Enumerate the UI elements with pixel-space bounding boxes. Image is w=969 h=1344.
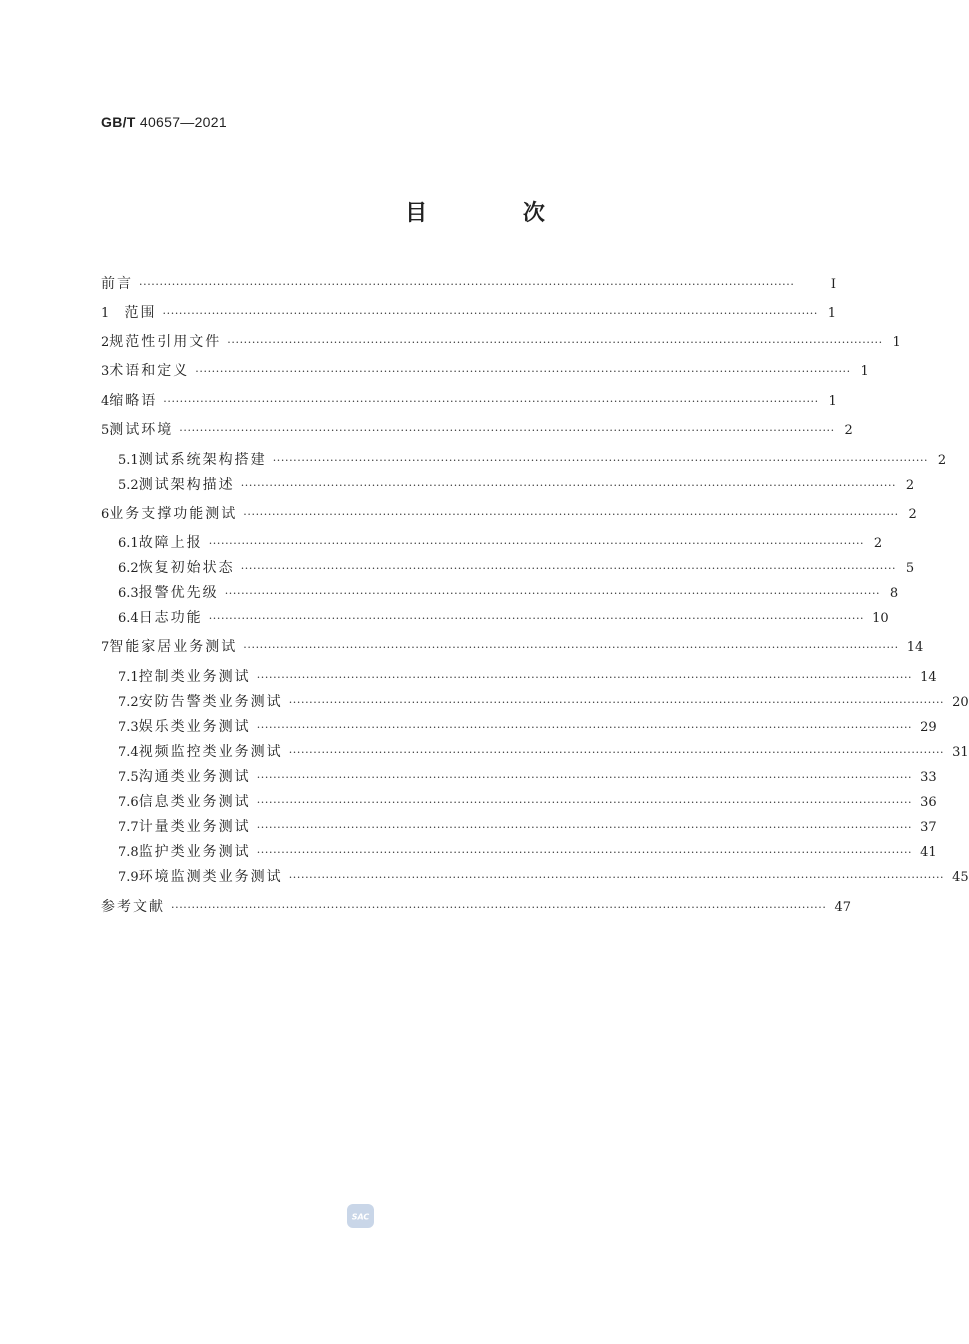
toc-entry[interactable]	[101, 504, 917, 524]
toc-entry-label: 信息类业务测试	[138, 794, 251, 810]
toc-entry-number: 6.1	[118, 536, 139, 551]
toc-entry-label: 日志功能	[138, 610, 203, 626]
toc-leader-dots: ································································································································································	[208, 537, 865, 550]
toc-entry[interactable]	[118, 475, 915, 495]
toc-entry-page: 2	[937, 453, 947, 468]
toc-entry-label: 参考文献	[101, 899, 165, 915]
toc-entry-number: 7.7	[118, 820, 139, 835]
toc-entry-label: 环境监测类业务测试	[138, 869, 283, 885]
toc-entry-label: 安防告警类业务测试	[138, 694, 283, 710]
toc-entry-number: 7.6	[118, 795, 139, 810]
toc-leader-dots: ································································································································································	[288, 696, 945, 709]
toc-entry-label: 业务支撑功能测试	[109, 506, 238, 522]
toc-entry-page: 47	[834, 900, 851, 915]
toc-leader-dots: ································································································································································	[243, 641, 899, 654]
toc-entry-number: 5.2	[118, 478, 139, 493]
toc-entry-page: Ⅰ	[830, 277, 836, 292]
toc-entry[interactable]	[118, 558, 915, 578]
sac-logo	[347, 1204, 374, 1228]
toc-entry-number: 5.1	[118, 453, 139, 468]
document-code-number: 40657—2021	[139, 114, 227, 130]
toc-entry[interactable]	[118, 742, 969, 762]
toc-entry-page: 2	[844, 423, 853, 438]
toc-entry-number: 7.4	[118, 745, 139, 760]
toc-leader-dots: ································································································································································	[208, 612, 865, 625]
toc-entry-page: 1	[827, 306, 836, 321]
toc-entry[interactable]	[118, 867, 969, 887]
toc-entry-page: 37	[920, 820, 937, 835]
toc-entry-label: 前言	[101, 276, 133, 292]
toc-entry-page: 1	[860, 364, 869, 379]
toc-entry-label: 视频监控类业务测试	[138, 744, 283, 760]
toc-entry[interactable]	[118, 608, 889, 628]
toc-entry-number: 5	[101, 423, 110, 438]
toc-entry-label: 娱乐类业务测试	[138, 719, 251, 735]
document-code	[101, 114, 227, 130]
toc-entry[interactable]	[101, 332, 901, 352]
toc-leader-dots: ································································································································································	[162, 307, 818, 320]
toc-entry-number: 7.5	[118, 770, 139, 785]
toc-entry-number: 7.2	[118, 695, 139, 710]
toc-leader-dots: ································································································································································	[256, 671, 913, 684]
toc-entry-page: 45	[952, 870, 969, 885]
toc-entry-page: 8	[889, 586, 899, 601]
toc-entry-label: 范围	[124, 305, 157, 321]
toc-entry-label: 监护类业务测试	[138, 844, 251, 860]
toc-entry-page: 2	[873, 536, 883, 551]
toc-entry[interactable]	[101, 274, 836, 294]
toc-entry-label: 智能家居业务测试	[109, 639, 238, 655]
toc-entry-page: 1	[892, 335, 901, 350]
toc-entry-page: 1	[828, 394, 837, 409]
toc-entry-number: 7	[101, 640, 110, 655]
toc-leader-dots: ································································································································································	[240, 479, 897, 492]
toc-entry-page: 14	[906, 640, 924, 655]
toc-entry-page: 31	[952, 745, 969, 760]
toc-entry-label: 测试系统架构搭建	[138, 452, 267, 468]
toc-entry-number: 6	[101, 507, 110, 522]
toc-entry[interactable]	[118, 717, 937, 737]
toc-entry-page: 20	[952, 695, 969, 710]
toc-leader-dots: ································································································································································	[179, 424, 835, 437]
toc-entry-label: 计量类业务测试	[138, 819, 251, 835]
toc-entry-number: 3	[101, 364, 110, 379]
toc-entry[interactable]	[101, 420, 853, 440]
toc-leader-dots: ································································································································································	[256, 721, 913, 734]
toc-leader-dots: ································································································································································	[256, 796, 913, 809]
toc-entry-number: 7.3	[118, 720, 139, 735]
toc-entry-number: 7.8	[118, 845, 139, 860]
toc-leader-dots: ································································································································································	[240, 562, 897, 575]
toc-entry-page: 2	[905, 478, 915, 493]
sac-logo-text: SAC	[351, 1212, 370, 1222]
toc-entry-number: 2	[101, 335, 110, 350]
toc-entry[interactable]	[118, 583, 899, 603]
toc-entry-number: 7.1	[118, 670, 139, 685]
toc-entry-label: 术语和定义	[109, 363, 190, 379]
toc-entry-number: 1	[101, 306, 110, 321]
toc-entry[interactable]	[101, 303, 836, 323]
toc-leader-dots: ································································································································································	[288, 871, 945, 884]
toc-title: 目 次	[405, 201, 589, 226]
toc-entry-page: 41	[920, 845, 937, 860]
toc-leader-dots: ································································································································································	[256, 821, 913, 834]
toc-entry-page: 36	[920, 795, 937, 810]
toc-entry[interactable]	[101, 361, 869, 381]
toc-entry-label: 恢复初始状态	[138, 560, 235, 576]
toc-leader-dots: ································································································································································	[256, 846, 913, 859]
toc-entry[interactable]	[118, 533, 883, 553]
toc-leader-dots: ································································································································································	[227, 336, 883, 349]
toc-leader-dots: ································································································································································	[272, 454, 929, 467]
toc-leader-dots: ································································································································································	[171, 901, 827, 914]
toc-entry-label: 沟通类业务测试	[138, 769, 251, 785]
toc-entry-number: 6.4	[118, 611, 139, 626]
toc-entry[interactable]	[118, 792, 937, 812]
toc-entry-number: 4	[101, 394, 110, 409]
toc-leader-dots: ································································································································································	[224, 587, 881, 600]
toc-entry-label: 控制类业务测试	[138, 669, 251, 685]
toc-leader-dots: ································································································································································	[163, 395, 819, 408]
toc-entry-label: 测试架构描述	[138, 477, 235, 493]
toc-entry[interactable]	[101, 897, 851, 917]
toc-entry-number: 6.2	[118, 561, 139, 576]
toc-entry-page: 14	[920, 670, 937, 685]
toc-entry-page: 10	[872, 611, 889, 626]
toc-leader-dots: ································································································································································	[195, 365, 851, 378]
toc-entry-number: 7.9	[118, 870, 139, 885]
toc-entry-label: 规范性引用文件	[109, 334, 222, 350]
toc-leader-dots: ································································································································································	[243, 508, 899, 521]
toc-entry-label: 测试环境	[109, 422, 174, 438]
toc-entry[interactable]	[118, 767, 937, 787]
toc-entry-number: 6.3	[118, 586, 139, 601]
toc-leader-dots: ································································································································································	[256, 771, 913, 784]
toc-entry[interactable]	[118, 692, 969, 712]
toc-entry-label: 报警优先级	[138, 585, 219, 601]
toc-entry[interactable]	[118, 842, 937, 862]
toc-entry-label: 故障上报	[138, 535, 203, 551]
toc-entry[interactable]	[118, 450, 947, 470]
document-code-prefix: GB/T	[101, 114, 136, 130]
toc-entry[interactable]	[118, 667, 937, 687]
toc-entry-page: 29	[920, 720, 937, 735]
toc-leader-dots: ································································································································································	[288, 746, 945, 759]
toc-entry-page: 5	[905, 561, 915, 576]
toc-entry-label: 缩略语	[109, 393, 158, 409]
toc-entry-page: 2	[908, 507, 917, 522]
toc-leader-dots: ································································································································································	[139, 278, 795, 291]
toc-entry[interactable]	[118, 817, 937, 837]
toc-entry[interactable]	[101, 637, 924, 657]
toc-entry[interactable]	[101, 391, 836, 411]
toc-entry-page: 33	[920, 770, 937, 785]
